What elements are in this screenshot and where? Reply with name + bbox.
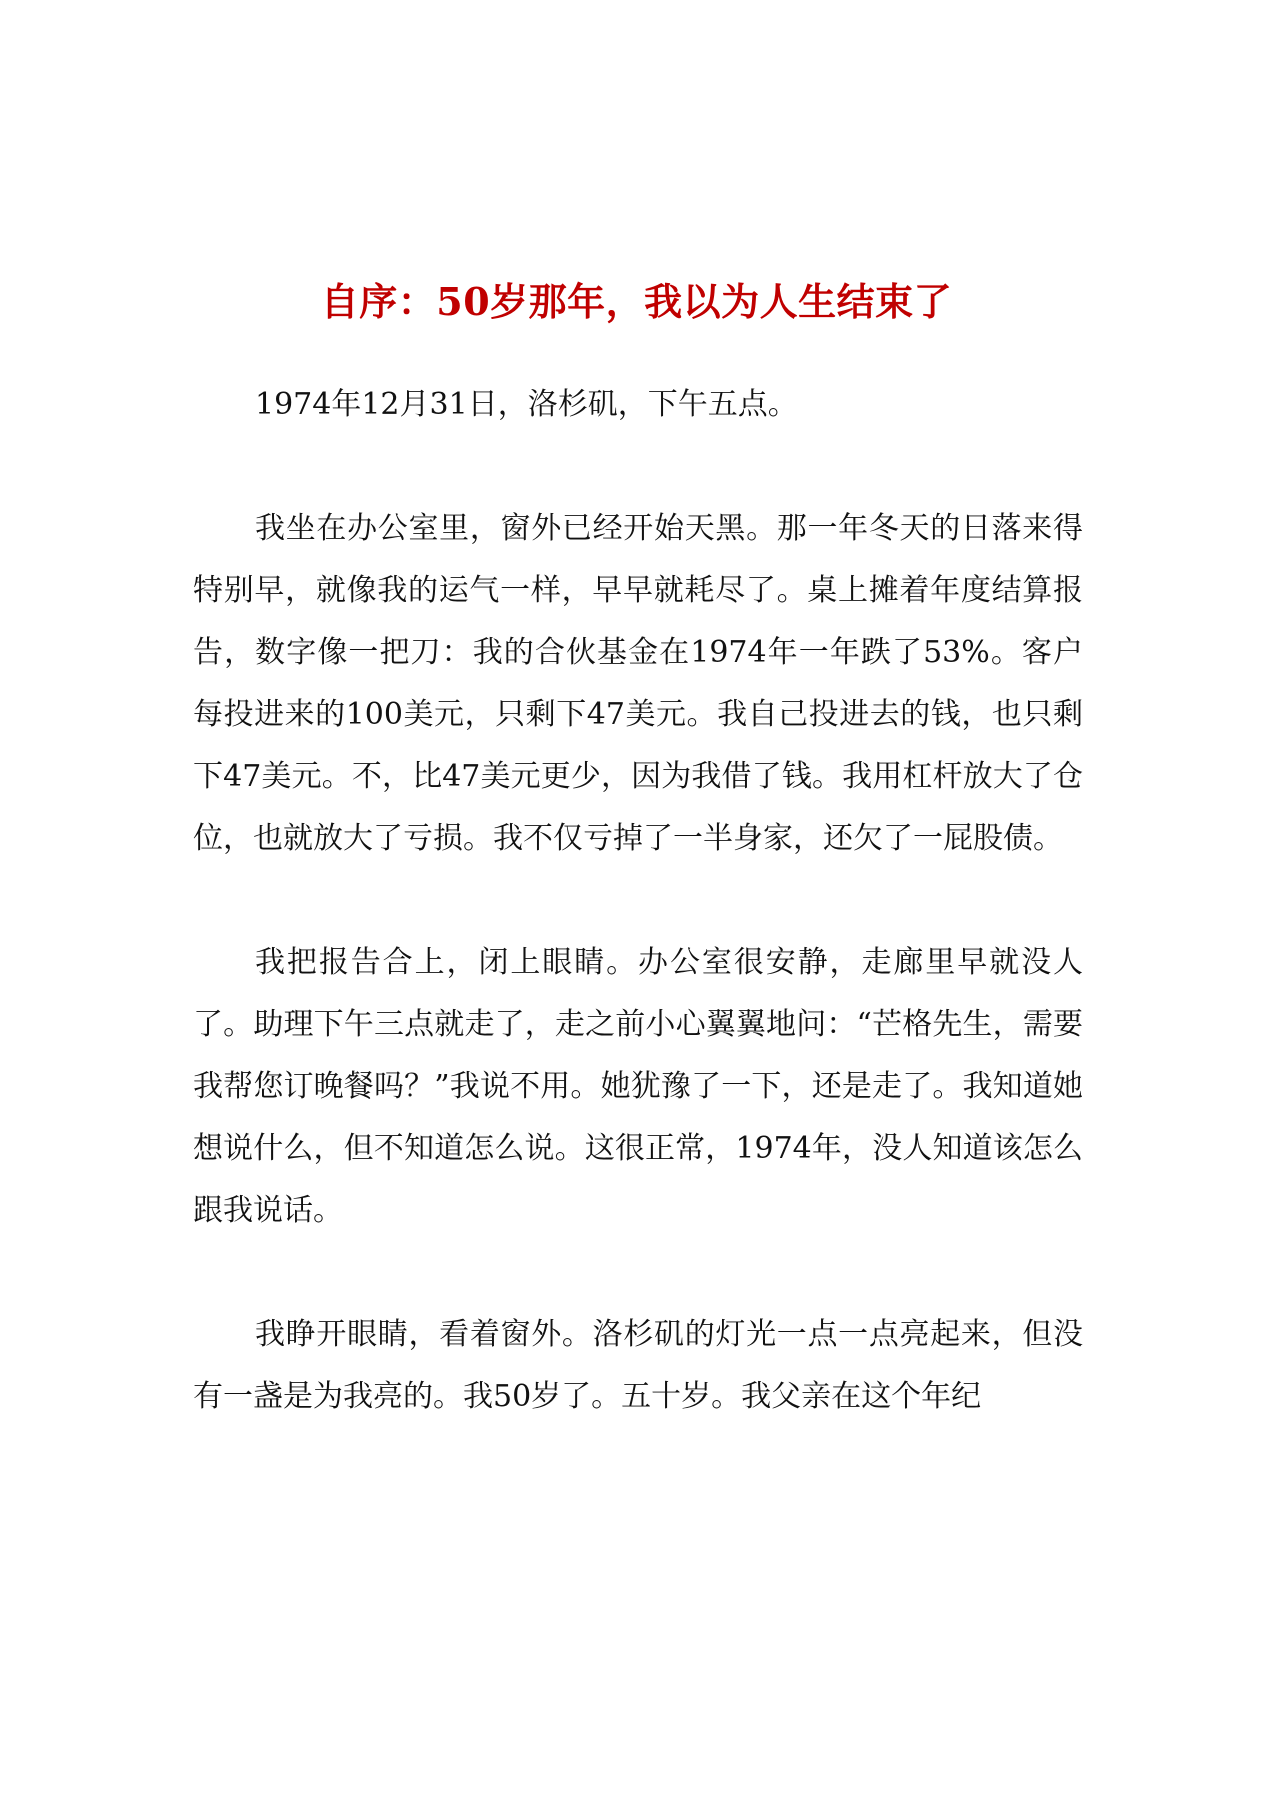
paragraph-assistant: 我把报告合上，闭上眼睛。办公室很安静，走廊里早就没人了。助理下午三点就走了，走之前小心翼翼地问：“芒格先生，需要我帮您订晚餐吗？”我说不用。她犹豫了一下，还是走了。我知道她想说什么，但不知道怎么说。这很正常，1974年，没人知道该怎么跟我说话。	[193, 945, 1083, 1228]
paragraph-office-report: 我坐在办公室里，窗外已经开始天黑。那一年冬天的日落来得特别早，就像我的运气一样，早早就耗尽了。桌上摊着年度结算报告，数字像一把刀：我的合伙基金在1974年一年跌了53%。客户每投进来的100美元，只剩下47美元。我自己投进去的钱，也只剩下47美元。不，比47美元更少，因为我借了钱。我用杠杆放大了仓位，也就放大了亏损。我不仅亏掉了一半身家，还欠了一屁股债。	[193, 511, 1083, 856]
document-body	[193, 374, 1083, 1428]
paragraph-date-line: 1974年12月31日，洛杉矶，下午五点。	[255, 387, 798, 422]
document-title: 自序：50岁那年，我以为人生结束了	[320, 279, 953, 324]
paragraph-window-lights: 我睁开眼睛，看着窗外。洛杉矶的灯光一点一点亮起来，但没有一盏是为我亮的。我50岁了。五十岁。我父亲在这个年纪	[193, 1317, 1083, 1414]
